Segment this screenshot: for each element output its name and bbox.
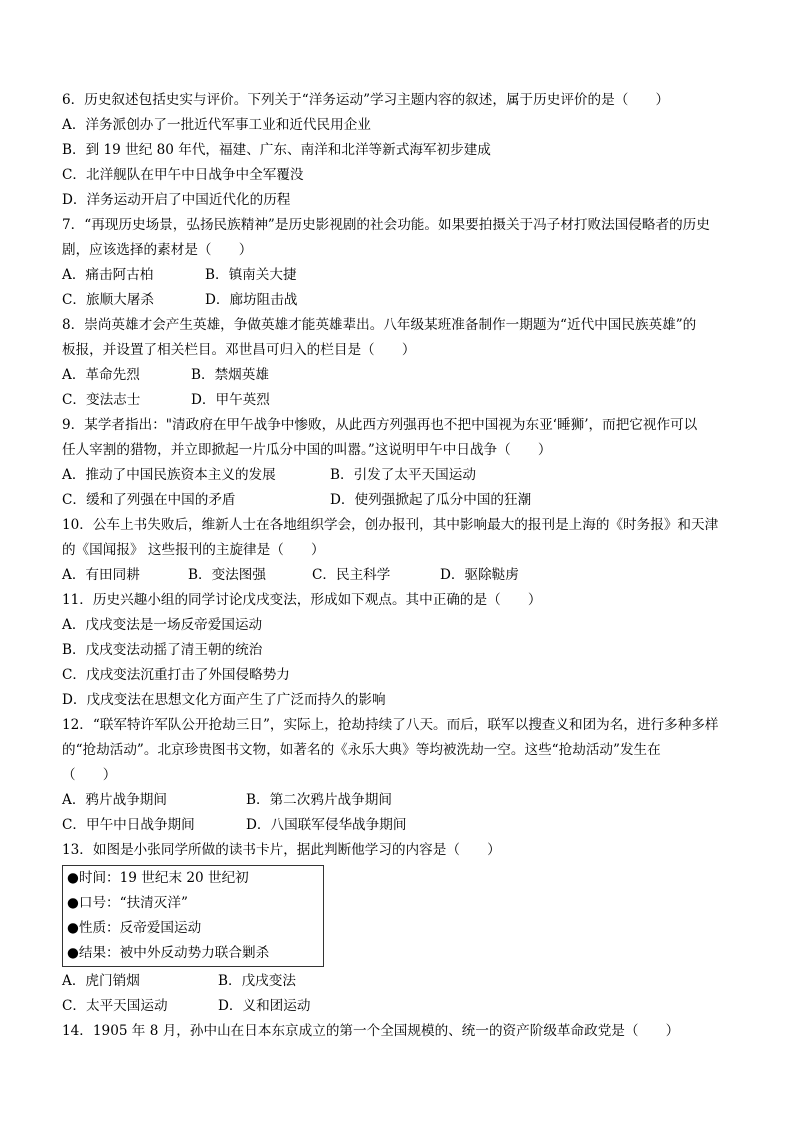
reading-card [62,865,324,967]
option-d: D．廊坊阻击战 [205,292,298,308]
card-time: ●时间：19 世纪末 20 世纪初 [67,870,249,886]
option-row [62,288,734,313]
card-slogan: ●口号：“扶清灭洋” [67,895,188,911]
option-a: A．革命先烈 [62,367,140,383]
option-c: C．缓和了列强在中国的矛盾 [62,492,236,508]
question-6 [62,88,734,213]
option-d: D．八国联军侵华战争期间 [246,817,407,833]
question-12 [62,713,734,838]
option-a: A．推动了中国民族资本主义的发展 [62,467,276,483]
question-stem: 板报，并设置了相关栏目。邓世昌可归入的栏目是（ ） [62,342,416,358]
option-row [62,994,734,1019]
option-b: B．引发了太平天国运动 [330,467,476,483]
option-b: B．变法图强 [188,567,266,583]
option-b: B．戊戌变法 [218,973,296,989]
question-stem: 任人宰割的猎物，并立即掀起一片瓜分中国的叫嚣。”这说明甲午中日战争（ ） [62,442,552,458]
question-9 [62,413,734,513]
question-stem: 10．公车上书失败后，维新人士在各地组织学会，创办报刊，其中影响最大的报刊是上海的《时务报》和天津 [62,517,719,533]
option-a: A．鸦片战争期间 [62,792,167,808]
question-11 [62,588,734,713]
question-7 [62,213,734,313]
option-row [62,969,734,994]
option-c: C．太平天国运动 [62,998,168,1014]
option-a: A．有田同耕 [62,567,140,583]
option-c: C．甲午中日战争期间 [62,817,195,833]
option-c: C．旅顺大屠杀 [62,292,154,308]
question-stem: （ ） [62,767,117,783]
option-a: A．痛击阿古柏 [62,267,154,283]
question-stem: 12．“联军特许军队公开抢劫三日”，实际上，抢劫持续了八天。而后，联军以搜查义和团为名，进行多种多样 [62,717,719,733]
question-13 [62,838,734,1019]
option-a: A．虎门销烟 [62,973,140,989]
question-stem: 6．历史叙述包括史实与评价。下列关于“洋务运动”学习主题内容的叙述，属于历史评价的是（ ） [62,92,670,108]
question-14 [62,1019,734,1044]
option-d: D．甲午英烈 [191,392,270,408]
question-stem: 7．“再现历史场景，弘扬民族精神”是历史影视剧的社会功能。如果要拍摄关于冯子材打败法国侵略者的历史 [62,217,710,233]
option-row [62,463,734,488]
question-stem: 的《国闻报》 这些报刊的主旋律是（ ） [62,542,325,558]
option-row [62,488,734,513]
option-a: A．洋务派创办了一批近代军事工业和近代民用企业 [62,117,371,133]
option-row [62,563,734,588]
question-stem: 剧，应该选择的素材是（ ） [62,242,253,258]
option-b: B．第二次鸦片战争期间 [246,792,392,808]
question-stem: 8．崇尚英雄才会产生英雄，争做英雄才能英雄辈出。八年级某班准备制作一期题为“近代中国民族英雄”的 [62,317,697,333]
option-row [62,388,734,413]
option-d: D．驱除鞑虏 [440,567,519,583]
option-c: C．戊戌变法沉重打击了外国侵略势力 [62,667,290,683]
question-stem: 13．如图是小张同学所做的读书卡片，据此判断他学习的内容是（ ） [62,842,501,858]
option-d: D．戊戌变法在思想文化方面产生了广泛而持久的影响 [62,692,386,708]
option-d: D．使列强掀起了瓜分中国的狂潮 [330,492,532,508]
question-stem: 的“抢劫活动”。北京珍贵图书文物，如著名的《永乐大典》等均被洗劫一空。这些“抢劫活动”发生在 [62,742,661,758]
option-c: C．北洋舰队在甲午中日战争中全军覆没 [62,167,304,183]
option-c: C．民主科学 [312,567,391,583]
card-result: ●结果：被中外反动势力联合剿杀 [67,945,270,961]
question-stem: 11．历史兴趣小组的同学讨论戊戌变法，形成如下观点。其中正确的是（ ） [62,592,542,608]
option-b: B．戊戌变法动摇了清王朝的统治 [62,642,263,658]
option-row [62,813,734,838]
card-nature: ●性质：反帝爱国运动 [67,920,202,936]
option-row [62,263,734,288]
question-stem: 9．某学者指出："清政府在甲午战争中惨败，从此西方列强再也不把中国视为东亚‘睡狮’，而把它视作可以 [62,417,698,433]
option-b: B．禁烟英雄 [191,367,269,383]
option-row [62,788,734,813]
option-b: B．镇南关大捷 [205,267,297,283]
question-10 [62,513,734,588]
question-stem: 14．1905 年 8 月，孙中山在日本东京成立的第一个全国规模的、统一的资产阶级革命政党是（ ） [62,1023,680,1039]
option-row [62,363,734,388]
question-8 [62,313,734,413]
option-a: A．戊戌变法是一场反帝爱国运动 [62,617,263,633]
exam-page [62,88,734,1044]
option-c: C．变法志士 [62,392,141,408]
option-d: D．洋务运动开启了中国近代化的历程 [62,192,291,208]
option-d: D．义和团运动 [218,998,311,1014]
option-b: B．到 19 世纪 80 年代，福建、广东、南洋和北洋等新式海军初步建成 [62,142,491,158]
